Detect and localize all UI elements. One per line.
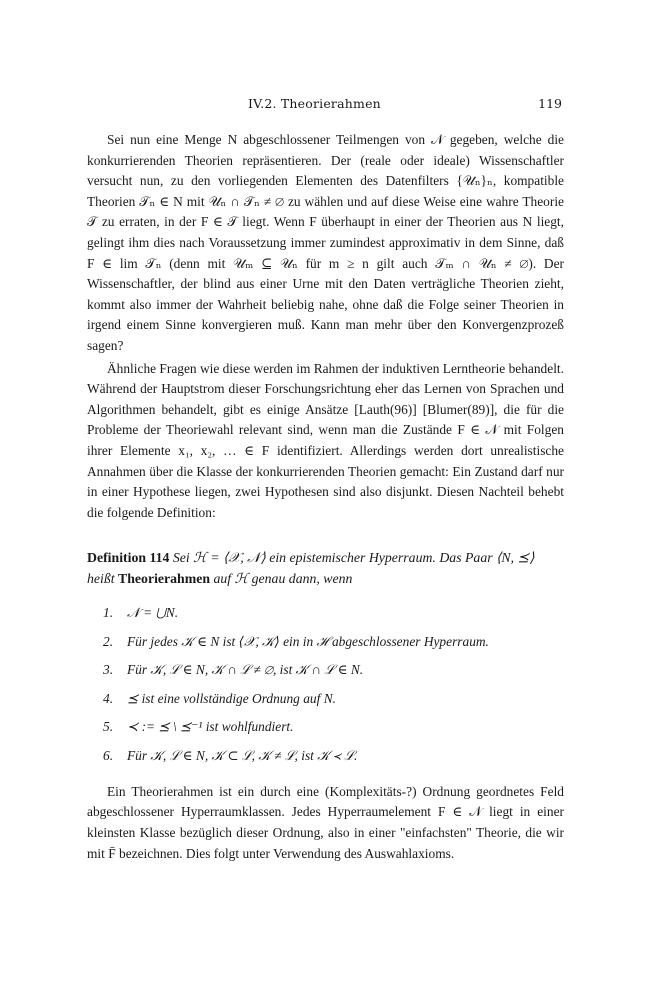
item-text: Für jedes 𝒦 ∈ N ist ⟨𝒳, 𝒦⟩ ein in ℋ abgeschlossener Hyperraum. — [127, 633, 489, 649]
body-text — [87, 130, 564, 864]
definition-item — [87, 717, 564, 737]
definition-term: Theorierahmen — [118, 571, 211, 587]
definition-intro-1: Sei ℋ = ⟨𝒳, 𝒩⟩ ein epistemischer Hyperraum. Das Paar ⟨N, ⪯⟩ heißt — [87, 550, 535, 587]
definition-item — [87, 689, 564, 709]
definition-block — [87, 547, 564, 766]
paragraph-1: Sei nun eine Menge N abgeschlossener Teilmengen von 𝒩 gegeben, welche die konkurrierenden Theorien repräsentieren. Der (reale oder ideale) Wissenschaftler versucht nun, zu den vorliegenden Elementen des Datenfilters {𝒰ₙ}ₙ, kompatible Theorien 𝒯ₙ ∈ N mit 𝒰ₙ ∩ 𝒯ₙ ≠ ∅ zu wählen und auf diese Weise eine wahre Theorie 𝒯 zu erraten, in der F ∈ 𝒯 liegt. Wenn F überhaupt in einer der Theorien aus N liegt, gelingt ihm dies nach Voraussetzung immer zumindest approximativ in dem Sinne, daß F ∈ lim 𝒯ₙ (denn mit 𝒰ₘ ⊆ 𝒰ₙ für m ≥ n gilt auch 𝒯ₘ ∩ 𝒰ₙ ≠ ∅). Der Wissenschaftler, der blind aus einer Urne mit den Daten verträgliche Theorien zieht, kommt also immer der Wahrheit beliebig nahe, ohne daß die Folge seiner Theorien in irgend einem Sinne konvergieren muß. Kann man mehr über den Konvergenzprozeß sagen? — [87, 132, 564, 353]
item-number: 2. — [103, 633, 114, 649]
closing-paragraph: Ein Theorierahmen ist ein durch eine (Komplexitäts-?) Ordnung geordnetes Feld abgeschlossener Hyperraumklassen. Jedes Hyperraumelement F ∈ 𝒩 liegt in einer kleinsten Klasse bezüglich dieser Ordnung, also in einer "einfachsten" Theorie, die wir mit F̄ bezeichnen. Dies folgt unter Verwendung des Auswahlaxioms. — [87, 783, 564, 861]
definition-item — [87, 746, 564, 766]
definition-items — [87, 603, 564, 766]
definition-intro-2: auf ℋ genau dann, wenn — [213, 571, 353, 587]
item-text: Für 𝒦, ℒ ∈ N, 𝒦 ⊂ ℒ, 𝒦 ≠ ℒ, ist 𝒦 ≺ ℒ. — [127, 747, 358, 763]
paragraph-2: Ähnliche Fragen wie diese werden im Rahmen der induktiven Lerntheorie behandelt. Während der Hauptstrom dieser Forschungsrichtung eher das Lernen von Sprachen und Algorithmen behandelt, gibt es einige Ansätze [Lauth(96)] [Blumer(89)], die für die Probleme der Theoriewahl relevant sind, wenn man die Zustände F ∈ 𝒩 mit Folgen ihrer Elemente x₁, x₂, … ∈ F identifiziert. Allerdings werden dort unrealistische Annahmen über die Klasse der konkurrierenden Theorien gemacht: Ein Zustand darf nur in einer Hypothese liegen, zwei Hypothesen sind also disjunkt. Diesen Nachteil behebt die folgende Definition: — [87, 360, 564, 520]
item-text: ≺ := ⪯ \ ⪯⁻¹ ist wohlfundiert. — [127, 719, 294, 735]
item-text: ⪯ ist eine vollständige Ordnung auf N. — [127, 690, 336, 706]
definition-label: Definition 114 — [87, 550, 170, 566]
page-header — [0, 96, 650, 116]
running-head: IV.2. Theorierahmen — [248, 96, 381, 111]
definition-item — [87, 660, 564, 680]
item-number: 4. — [103, 690, 114, 706]
item-text: 𝒩 = ⋃N. — [127, 605, 179, 621]
definition-heading — [87, 547, 564, 589]
definition-item — [87, 603, 564, 623]
item-text: Für 𝒦, ℒ ∈ N, 𝒦 ∩ ℒ ≠ ∅, ist 𝒦 ∩ ℒ ∈ N. — [127, 662, 364, 678]
item-number: 3. — [103, 662, 114, 678]
page-number: 119 — [538, 96, 562, 111]
item-number: 1. — [103, 605, 114, 621]
definition-item — [87, 632, 564, 652]
item-number: 5. — [103, 719, 114, 735]
item-number: 6. — [103, 747, 114, 763]
